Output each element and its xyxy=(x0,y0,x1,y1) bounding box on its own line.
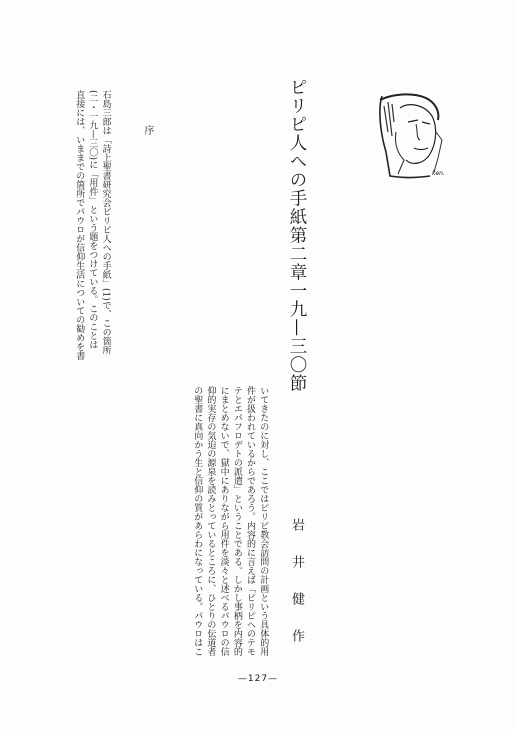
body-line: 仰的実存の気迫の源泉を読みとっているところに、ひとりの伝道者 xyxy=(205,386,216,656)
author-name: 岩井健作 xyxy=(289,518,304,666)
body-line: テとエパフロデトの派遣」ということである。しかし事柄を内容的 xyxy=(231,386,242,656)
portrait-sketch-icon xyxy=(376,92,448,180)
body-line: いてきたのに対し、ここではピリピ教会訪問の計画という具体的用 xyxy=(258,386,269,656)
body-line: の聖書に真向かう生と信仰の質があらわになっている。パウロはこ xyxy=(192,386,203,656)
section-heading: 序 xyxy=(142,125,153,135)
sketch-signature: ken. xyxy=(432,170,445,177)
page-number: —127— xyxy=(237,674,279,684)
body-line: 件が扱われているからであろう。内容的に言えば「ピリピへのテモ xyxy=(245,386,256,656)
body-line: 直接には、いままでの箇所でパウロが信仰生活についての勧めを書 xyxy=(74,90,85,360)
body-line: 石島三郎は「詩上聖書研究会ピリピ人への手紙」(1)で、この箇所 xyxy=(100,90,111,355)
body-text-top xyxy=(72,90,112,360)
body-line: (二・一九—三〇)に「用件」という題をつけている。このことは xyxy=(87,90,98,350)
body-line: にまとめないで、獄中にありながら用件を淡々と述べるパウロの信 xyxy=(218,386,229,656)
body-text-bottom xyxy=(190,386,269,686)
article-title: ピリピ人への手紙第二章一九—三〇節 xyxy=(287,78,307,393)
